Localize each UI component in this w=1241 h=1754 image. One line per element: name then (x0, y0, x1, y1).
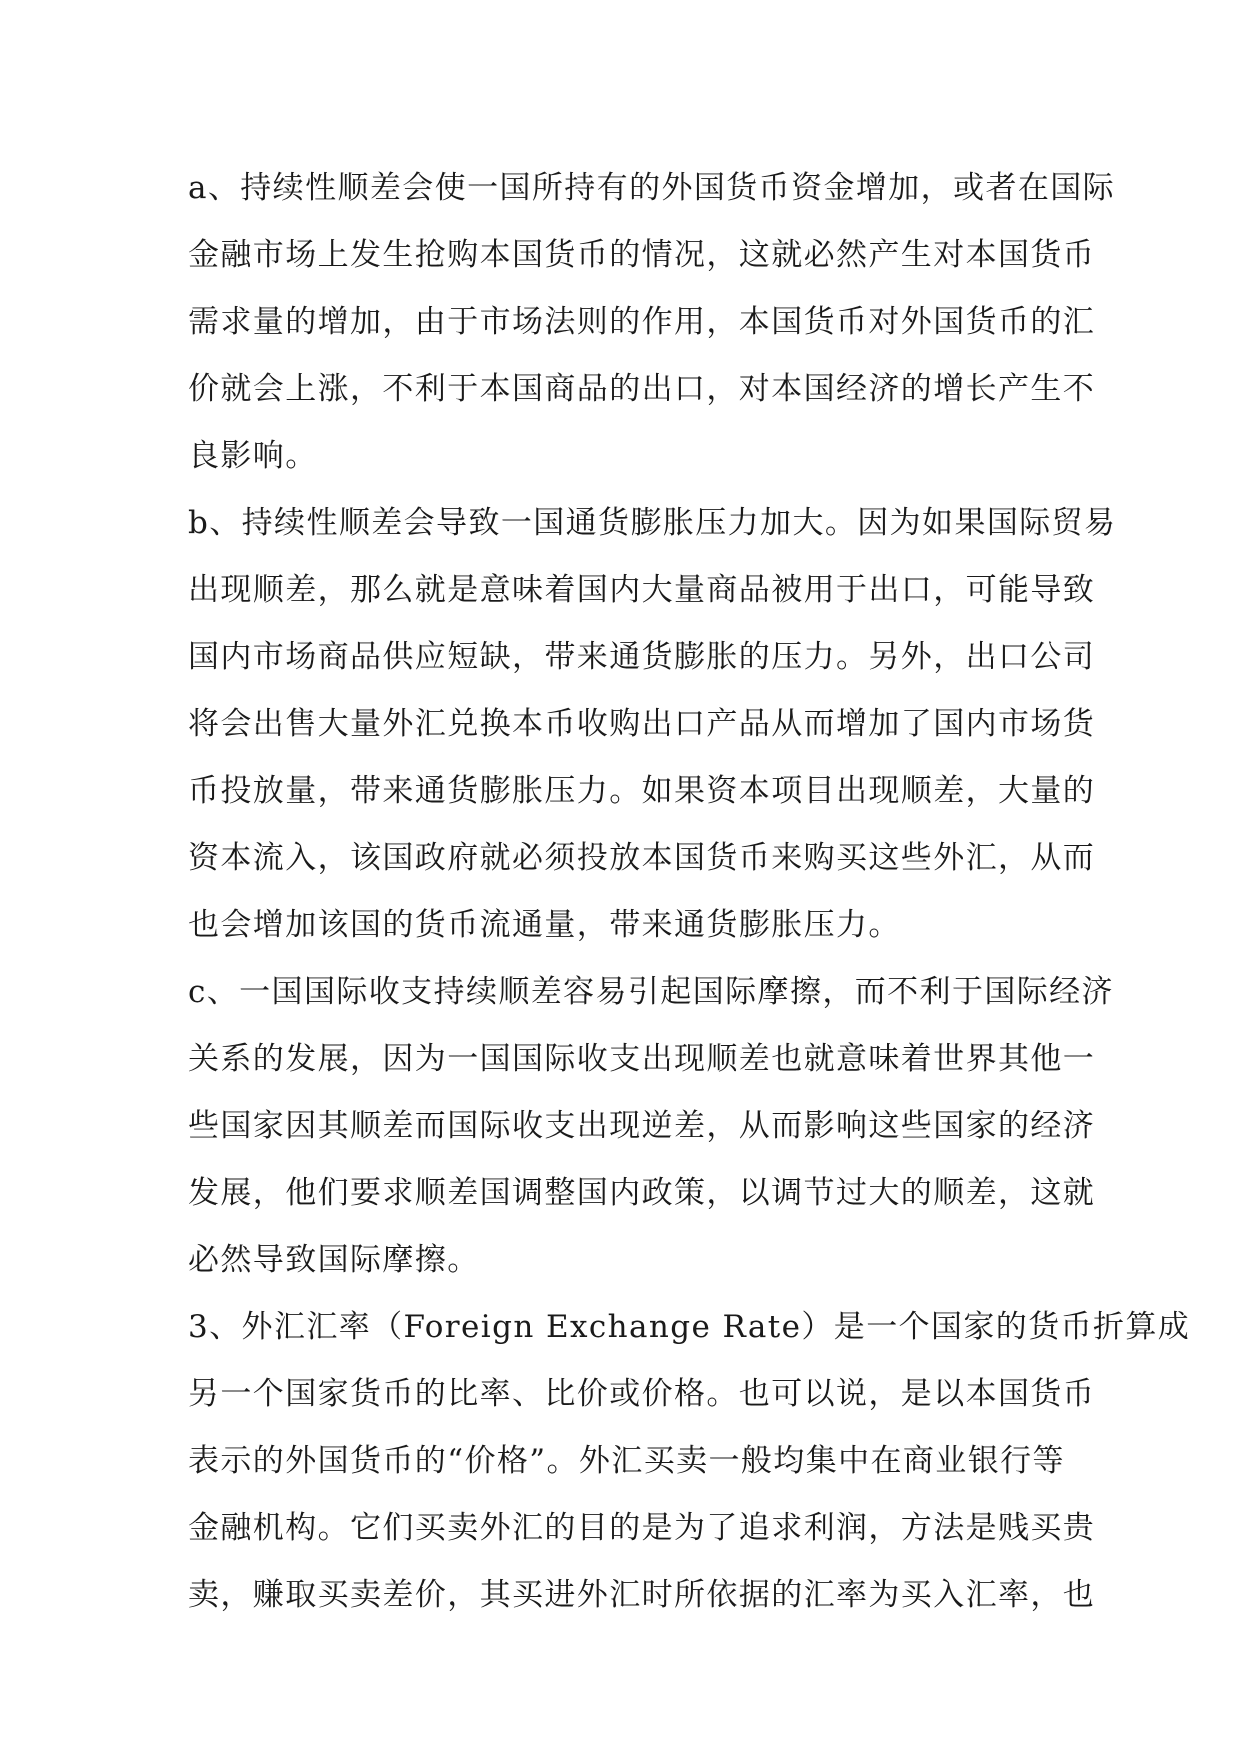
text-line: 些国家因其顺差而国际收支出现逆差，从而影响这些国家的经济 (188, 1108, 1096, 1144)
text-line: 金融机构。它们买卖外汇的目的是为了追求利润，方法是贱买贵 (188, 1510, 1096, 1546)
paragraph-c (188, 959, 1114, 1294)
paragraph-b (188, 490, 1117, 959)
text-line: 发展，他们要求顺差国调整国内政策，以调节过大的顺差，这就 (188, 1175, 1096, 1211)
text-line: 币投放量，带来通货膨胀压力。如果资本项目出现顺差，大量的 (188, 773, 1096, 809)
text-line: 另一个国家货币的比率、比价或价格。也可以说，是以本国货币 (188, 1376, 1096, 1412)
text-line: 良影响。 (188, 438, 318, 474)
text-line: 将会出售大量外汇兑换本币收购出口产品从而增加了国内市场货 (188, 706, 1096, 742)
document-body (188, 155, 1191, 1629)
text-line: 国内市场商品供应短缺，带来通货膨胀的压力。另外，出口公司 (188, 639, 1096, 675)
text-line: 关系的发展，因为一国国际收支出现顺差也就意味着世界其他一 (188, 1041, 1096, 1077)
text-line: 必然导致国际摩擦。 (188, 1242, 480, 1278)
text-line: a、持续性顺差会使一国所持有的外国货币资金增加，或者在国际 (188, 170, 1116, 206)
text-line: 价就会上涨，不利于本国商品的出口，对本国经济的增长产生不 (188, 371, 1096, 407)
text-line: 需求量的增加，由于市场法则的作用，本国货币对外国货币的汇 (188, 304, 1096, 340)
text-line: 资本流入，该国政府就必须投放本国货币来购买这些外汇，从而 (188, 840, 1096, 876)
text-line: 3、外汇汇率（Foreign Exchange Rate）是一个国家的货币折算成 (188, 1309, 1191, 1345)
text-line: 表示的外国货币的“价格”。外汇买卖一般均集中在商业银行等 (188, 1443, 1065, 1479)
text-line: 卖，赚取买卖差价，其买进外汇时所依据的汇率为买入汇率，也 (188, 1577, 1096, 1613)
text-line: 也会增加该国的货币流通量，带来通货膨胀压力。 (188, 907, 901, 943)
text-line: c、一国国际收支持续顺差容易引起国际摩擦，而不利于国际经济 (188, 974, 1114, 1010)
paragraph-3 (188, 1294, 1191, 1629)
text-line: b、持续性顺差会导致一国通货膨胀压力加大。因为如果国际贸易 (188, 505, 1117, 541)
text-line: 出现顺差，那么就是意味着国内大量商品被用于出口，可能导致 (188, 572, 1096, 608)
paragraph-a (188, 155, 1116, 490)
text-line: 金融市场上发生抢购本国货币的情况，这就必然产生对本国货币 (188, 237, 1096, 273)
